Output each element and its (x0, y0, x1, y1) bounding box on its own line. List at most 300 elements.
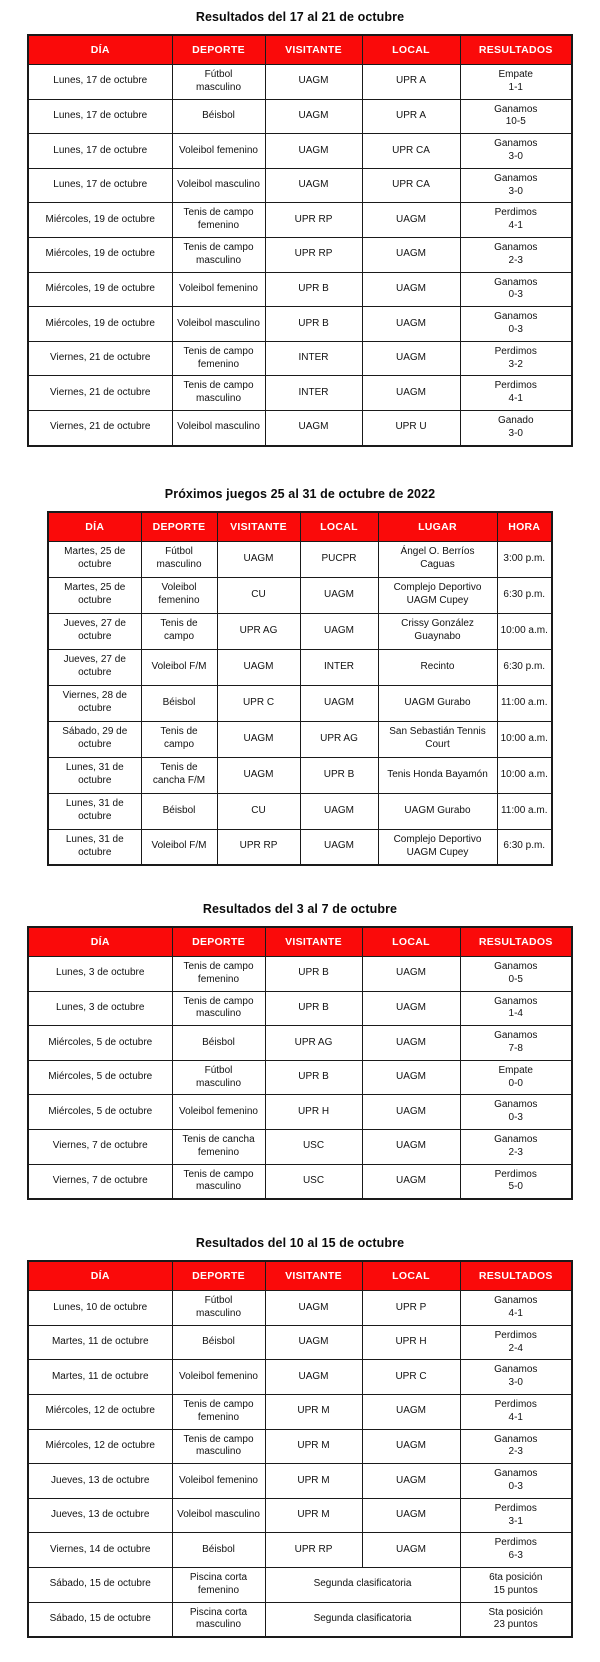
column-header-deporte[interactable]: DEPORTE (172, 35, 265, 65)
column-header-local[interactable]: LOCAL (362, 927, 460, 957)
table-body (28, 1291, 572, 1637)
cell-visitante (265, 272, 362, 307)
results-table-3-7 (27, 926, 573, 1200)
column-header-resultados[interactable]: RESULTADOS (460, 927, 572, 957)
table-body (48, 541, 552, 865)
results-table-17-21 (27, 34, 573, 447)
table-row (28, 1026, 572, 1061)
cell-dia-line2: octubre (78, 739, 112, 751)
cell-local-line1: UAGM (396, 1140, 426, 1152)
cell-resultado (460, 307, 572, 342)
cell-visitante (265, 1026, 362, 1061)
cell-resultado (460, 1095, 572, 1130)
cell-deporte (172, 1360, 265, 1395)
table-row (28, 1429, 572, 1464)
cell-local-line1: UAGM (396, 1543, 426, 1555)
cell-visitante (265, 1095, 362, 1130)
column-header-hora[interactable]: HORA (497, 512, 552, 542)
cell-dia-line1: Viernes, 7 de octubre (52, 1174, 148, 1186)
table-header-row (28, 927, 572, 957)
cell-local-line1: UAGM (324, 588, 354, 600)
cell-visitante (265, 1060, 362, 1095)
cell-visitante-line1: UPR C (242, 696, 275, 708)
cell-resultado-line1: Perdimos (494, 1168, 537, 1180)
cell-resultado-line2: 0-0 (508, 1077, 523, 1089)
cell-deporte-line2: cancha F/M (152, 775, 206, 787)
cell-deporte-line2: masculino (195, 1446, 242, 1458)
cell-resultado-line1: Ganamos (494, 103, 538, 115)
cell-local-line1: UPR P (395, 1301, 427, 1313)
cell-hora (497, 685, 552, 721)
cell-deporte-line1: Béisbol (202, 1543, 235, 1555)
cell-local (362, 65, 460, 100)
cell-merged-event-line1: Segunda clasificatoria (313, 1578, 412, 1590)
cell-visitante-line1: UAGM (298, 1301, 329, 1313)
cell-resultado-line2: 7-8 (508, 1043, 523, 1055)
cell-resultado (460, 237, 572, 272)
section-title: Resultados del 3 al 7 de octubre (202, 902, 398, 917)
cell-local (362, 99, 460, 134)
cell-deporte-line1: Tenis de (160, 618, 198, 630)
column-header-dia[interactable]: DÍA (28, 1261, 172, 1291)
section-title: Resultados del 17 al 21 de octubre (195, 10, 405, 24)
table-row (28, 203, 572, 238)
cell-deporte-line1: Voleibol femenino (179, 144, 258, 156)
cell-resultado (460, 991, 572, 1026)
cell-deporte-line1: Voleibol masculino (177, 179, 260, 191)
cell-deporte-line2: femenino (197, 973, 240, 985)
cell-visitante (217, 757, 300, 793)
cell-dia-line2: octubre (78, 595, 112, 607)
cell-dia (28, 237, 172, 272)
cell-hora-line1: 10:00 a.m. (500, 768, 548, 780)
cell-resultado-line1: Ganamos (494, 138, 538, 150)
table-row (28, 1602, 572, 1637)
table-row (48, 685, 552, 721)
cell-dia-line1: Miércoles, 5 de octubre (48, 1036, 153, 1048)
cell-lugar-line2: Guaynabo (414, 631, 461, 643)
column-header-visitante[interactable]: VISITANTE (217, 512, 300, 542)
cell-resultado-line2: 4-1 (508, 220, 523, 232)
cell-lugar-line1: Ángel O. Berríos (400, 546, 475, 558)
cell-visitante (217, 541, 300, 577)
cell-deporte-line2: masculino (195, 1077, 242, 1089)
cell-visitante (265, 1164, 362, 1199)
cell-deporte-line1: Voleibol masculino (177, 1509, 260, 1521)
cell-local (362, 134, 460, 169)
table-row (28, 376, 572, 411)
cell-local-line1: UPR CA (392, 179, 430, 191)
cell-deporte-line2: masculino (195, 393, 242, 405)
cell-local (362, 1164, 460, 1199)
cell-resultado (460, 1026, 572, 1061)
cell-local-line1: UAGM (396, 213, 426, 225)
cell-dia-line1: Lunes, 17 de octubre (53, 179, 148, 191)
cell-hora (497, 757, 552, 793)
cell-deporte-line2: femenino (197, 358, 240, 370)
cell-visitante-line1: UPR B (298, 317, 329, 329)
cell-dia-line1: Jueves, 27 de (63, 618, 126, 630)
cell-visitante (217, 577, 300, 613)
cell-lugar (378, 829, 497, 865)
cell-deporte-line1: Béisbol (202, 109, 235, 121)
cell-local-line1: UAGM (324, 804, 354, 816)
cell-local-line1: UPR U (395, 421, 427, 433)
cell-local-line1: UPR B (323, 768, 355, 780)
cell-local-line1: UAGM (396, 317, 426, 329)
cell-local-line1: UPR H (395, 1336, 427, 1348)
cell-dia-line1: Lunes, 17 de octubre (53, 75, 148, 87)
cell-local-line1: UAGM (396, 967, 426, 979)
cell-resultado-line1: Perdimos (494, 1398, 537, 1410)
cell-dia-line1: Miércoles, 12 de octubre (45, 1439, 155, 1451)
cell-deporte-line2: masculino (156, 559, 202, 571)
cell-deporte (172, 307, 265, 342)
cell-dia (28, 168, 172, 203)
cell-resultado-line2: 5-0 (508, 1181, 523, 1193)
cell-deporte (172, 1464, 265, 1499)
cell-deporte-line1: Voleibol masculino (177, 317, 260, 329)
column-header-dia[interactable]: DÍA (48, 512, 141, 542)
cell-local (300, 541, 378, 577)
table-row (28, 307, 572, 342)
cell-local-line1: UPR C (395, 1370, 427, 1382)
cell-local (362, 1498, 460, 1533)
cell-resultado-line2: 1-1 (508, 81, 523, 93)
table-row (28, 65, 572, 100)
cell-visitante-line1: UAGM (298, 144, 329, 156)
cell-dia (28, 1498, 172, 1533)
cell-deporte-line2: campo (163, 739, 194, 751)
cell-resultado-line2: 4-1 (508, 1307, 523, 1319)
cell-resultado-line2: 2-3 (508, 254, 523, 266)
cell-deporte-line2: masculino (195, 81, 242, 93)
cell-dia (28, 1060, 172, 1095)
cell-deporte (141, 685, 217, 721)
cell-hora-line1: 11:00 a.m. (500, 804, 548, 816)
cell-deporte (172, 991, 265, 1026)
cell-dia (48, 577, 141, 613)
column-header-visitante[interactable]: VISITANTE (265, 35, 362, 65)
results-table-10-15 (27, 1260, 573, 1638)
cell-dia (28, 1360, 172, 1395)
cell-resultado-line2: 2-3 (508, 1446, 523, 1458)
cell-resultado-line1: Ganado (497, 414, 534, 426)
cell-visitante (265, 237, 362, 272)
cell-visitante-line1: UPR RP (239, 840, 278, 852)
cell-dia (48, 613, 141, 649)
cell-local-line1: UAGM (396, 352, 426, 364)
cell-local-line1: UPR A (395, 109, 426, 121)
cell-dia (28, 1291, 172, 1326)
table-row (48, 721, 552, 757)
cell-resultado (460, 1533, 572, 1568)
cell-visitante (265, 1291, 362, 1326)
cell-resultado-line2: 2-3 (508, 1146, 523, 1158)
table-header-row (48, 512, 552, 542)
cell-deporte-line1: Tenis de campo (183, 380, 254, 392)
cell-visitante (217, 685, 300, 721)
cell-deporte-line2: femenino (197, 1411, 240, 1423)
cell-lugar (378, 613, 497, 649)
cell-visitante-line1: UAGM (243, 552, 274, 564)
cell-resultado-line1: Perdimos (494, 1537, 537, 1549)
cell-resultado (460, 1429, 572, 1464)
table-row (28, 99, 572, 134)
cell-dia-line2: octubre (78, 846, 112, 858)
cell-visitante (217, 613, 300, 649)
cell-visitante (265, 1394, 362, 1429)
cell-local-line1: UAGM (396, 1036, 426, 1048)
cell-dia (48, 541, 141, 577)
cell-local (300, 649, 378, 685)
column-header-local[interactable]: LOCAL (362, 1261, 460, 1291)
cell-local (362, 341, 460, 376)
cell-visitante-line1: UAGM (243, 660, 274, 672)
table-row (28, 1533, 572, 1568)
cell-dia-line1: Lunes, 17 de octubre (53, 144, 148, 156)
cell-dia-line1: Lunes, 3 de octubre (56, 1002, 145, 1014)
cell-dia-line1: Viernes, 7 de octubre (52, 1140, 148, 1152)
cell-visitante (265, 1533, 362, 1568)
table-row (48, 793, 552, 829)
cell-deporte-line1: Tenis de campo (183, 1433, 254, 1445)
cell-deporte-line2: femenino (197, 1146, 240, 1158)
cell-deporte (172, 1533, 265, 1568)
cell-visitante (217, 649, 300, 685)
column-header-deporte[interactable]: DEPORTE (141, 512, 217, 542)
cell-merged-event-line1: Segunda clasificatoria (313, 1612, 412, 1624)
column-header-deporte[interactable]: DEPORTE (172, 927, 265, 957)
cell-visitante (265, 99, 362, 134)
cell-dia (28, 1164, 172, 1199)
cell-local-line1: UPR A (395, 75, 426, 87)
table-row (28, 957, 572, 992)
column-header-resultados[interactable]: RESULTADOS (460, 35, 572, 65)
cell-local (362, 1325, 460, 1360)
cell-visitante-line1: INTER (298, 386, 329, 398)
cell-resultado-line2: 10-5 (505, 116, 526, 128)
cell-lugar-line2: UAGM Cupey (406, 595, 469, 607)
cell-deporte (172, 1498, 265, 1533)
cell-visitante-line1: UPR RP (294, 213, 333, 225)
table-body (28, 957, 572, 1200)
column-header-lugar[interactable]: LUGAR (378, 512, 497, 542)
cell-deporte-line1: Voleibol femenino (179, 1105, 258, 1117)
cell-local (362, 1026, 460, 1061)
column-header-dia[interactable]: DÍA (28, 35, 172, 65)
cell-resultado-line2: 3-0 (508, 150, 523, 162)
cell-resultado-line1: Ganamos (494, 172, 538, 184)
cell-resultado-line1: Perdimos (494, 1502, 537, 1514)
cell-lugar (378, 577, 497, 613)
cell-dia-line2: octubre (78, 559, 112, 571)
section-resultados-10-15 (0, 1226, 600, 1638)
table-row (28, 134, 572, 169)
cell-deporte-line2: campo (163, 631, 194, 643)
upcoming-table-25-31 (47, 511, 553, 867)
cell-dia (28, 1095, 172, 1130)
cell-deporte-line1: Béisbol (202, 1336, 235, 1348)
cell-deporte (172, 341, 265, 376)
cell-local-line1: UAGM (396, 1174, 426, 1186)
cell-visitante-line1: UPR M (297, 1509, 330, 1521)
cell-visitante (217, 829, 300, 865)
cell-visitante (265, 341, 362, 376)
cell-deporte-line1: Voleibol (161, 582, 197, 594)
cell-resultado-line2: 0-3 (508, 323, 523, 335)
cell-dia-line1: Viernes, 21 de octubre (50, 386, 151, 398)
cell-resultado (460, 1394, 572, 1429)
cell-resultado-line2: 6-3 (508, 1550, 523, 1562)
table-header-row (28, 1261, 572, 1291)
cell-deporte-line1: Tenis de campo (183, 345, 254, 357)
cell-local (300, 757, 378, 793)
cell-local (362, 237, 460, 272)
cell-lugar-line2: Caguas (420, 559, 455, 571)
cell-deporte (141, 793, 217, 829)
page-bottom-spacer (0, 1638, 600, 1662)
cell-dia-line2: octubre (78, 775, 112, 787)
cell-visitante-line1: UPR AG (294, 1036, 333, 1048)
cell-resultado (460, 203, 572, 238)
cell-visitante (265, 307, 362, 342)
cell-resultado-line1: Ganamos (494, 995, 538, 1007)
table-row (28, 341, 572, 376)
cell-resultado (460, 1464, 572, 1499)
cell-resultado-line2: 4-1 (508, 1411, 523, 1423)
section-title: Resultados del 10 al 15 de octubre (195, 1236, 405, 1251)
cell-visitante (265, 168, 362, 203)
cell-deporte (172, 237, 265, 272)
cell-deporte (172, 1394, 265, 1429)
cell-dia (28, 134, 172, 169)
column-header-visitante[interactable]: VISITANTE (265, 1261, 362, 1291)
column-header-deporte[interactable]: DEPORTE (172, 1261, 265, 1291)
cell-dia-line1: Martes, 11 de octubre (51, 1336, 149, 1348)
cell-local (362, 1429, 460, 1464)
cell-dia (28, 1325, 172, 1360)
cell-local (300, 793, 378, 829)
cell-resultado-line2: 0-3 (508, 1112, 523, 1124)
cell-resultado-line1: Ganamos (494, 1030, 538, 1042)
column-header-resultados[interactable]: RESULTADOS (460, 1261, 572, 1291)
cell-deporte (172, 99, 265, 134)
cell-local-line1: UAGM (396, 1474, 426, 1486)
cell-hora-line1: 6:30 p.m. (503, 840, 546, 852)
cell-dia-line1: Lunes, 31 de (65, 762, 124, 774)
cell-visitante-line1: CU (251, 588, 266, 600)
cell-deporte (172, 376, 265, 411)
cell-deporte-line1: Fútbol (204, 69, 233, 80)
cell-visitante-line1: UAGM (298, 75, 329, 87)
cell-resultado (460, 1498, 572, 1533)
cell-resultado (460, 1130, 572, 1165)
cell-local-line1: UPR AG (320, 732, 358, 744)
cell-local (362, 410, 460, 445)
cell-visitante-line1: UPR B (298, 967, 329, 979)
cell-local-line1: INTER (324, 660, 354, 672)
section-resultados-17-21 (0, 0, 600, 447)
cell-resultado-line1: Ganamos (494, 276, 538, 288)
table-row (48, 613, 552, 649)
cell-resultado (460, 341, 572, 376)
cell-deporte-line1: Voleibol femenino (179, 1474, 258, 1486)
cell-hora (497, 649, 552, 685)
cell-deporte-line2: masculino (195, 1619, 242, 1631)
cell-visitante (265, 1498, 362, 1533)
cell-visitante-line1: USC (302, 1174, 325, 1186)
column-header-dia[interactable]: DÍA (28, 927, 172, 957)
cell-dia (28, 1394, 172, 1429)
cell-local-line1: UAGM (396, 1071, 426, 1083)
cell-resultado (460, 1164, 572, 1199)
cell-local (300, 721, 378, 757)
cell-dia (28, 1026, 172, 1061)
cell-local-line1: UAGM (396, 282, 426, 294)
cell-resultado-line2: 3-0 (508, 427, 523, 439)
cell-deporte (141, 649, 217, 685)
cell-visitante-line1: INTER (298, 352, 329, 364)
cell-deporte-line2: masculino (195, 1008, 242, 1020)
cell-visitante-line1: UPR H (297, 1105, 330, 1117)
cell-dia (28, 1602, 172, 1637)
cell-dia-line1: Jueves, 27 de (63, 654, 126, 666)
cell-local-line1: UAGM (396, 1405, 426, 1417)
cell-visitante (265, 134, 362, 169)
column-header-visitante[interactable]: VISITANTE (265, 927, 362, 957)
cell-deporte (141, 577, 217, 613)
cell-deporte-line1: Béisbol (162, 804, 196, 816)
cell-dia-line1: Jueves, 13 de octubre (51, 1474, 150, 1486)
section-proximos-25-31 (0, 477, 600, 867)
cell-deporte-line1: Tenis de campo (183, 961, 254, 973)
cell-dia-line1: Miércoles, 19 de octubre (45, 213, 155, 225)
table-row (28, 237, 572, 272)
cell-dia-line1: Miércoles, 19 de octubre (45, 317, 155, 329)
table-row (28, 410, 572, 445)
cell-hora-line1: 6:30 p.m. (503, 588, 546, 600)
cell-resultado-line1: Ganamos (494, 961, 538, 973)
cell-deporte-line2: femenino (158, 595, 200, 607)
cell-deporte-line1: Tenis de cancha (182, 1134, 255, 1145)
cell-hora (497, 613, 552, 649)
cell-visitante (265, 1130, 362, 1165)
cell-deporte-line1: Tenis de campo (183, 1398, 254, 1410)
cell-dia (28, 1464, 172, 1499)
cell-deporte (172, 134, 265, 169)
cell-resultado-line1: 6ta posición (489, 1571, 543, 1583)
cell-dia-line1: Sábado, 15 de octubre (49, 1612, 151, 1624)
cell-visitante-line1: UAGM (298, 1336, 329, 1348)
cell-visitante-line1: UPR M (297, 1474, 330, 1486)
table-row (48, 541, 552, 577)
cell-resultado-line1: Ganamos (494, 1099, 538, 1111)
cell-deporte-line1: Tenis de campo (183, 241, 254, 253)
cell-deporte (172, 1095, 265, 1130)
cell-local-line1: UAGM (324, 840, 354, 852)
cell-visitante (217, 721, 300, 757)
column-header-local[interactable]: LOCAL (300, 512, 378, 542)
cell-visitante-line1: UPR B (298, 1002, 329, 1014)
cell-dia (28, 272, 172, 307)
cell-local-line1: UAGM (396, 1509, 426, 1521)
cell-dia-line1: Lunes, 31 de (65, 833, 124, 845)
table-row (28, 1464, 572, 1499)
column-header-local[interactable]: LOCAL (362, 35, 460, 65)
cell-dia-line1: Jueves, 13 de octubre (51, 1509, 150, 1521)
cell-deporte-line1: Tenis de (160, 762, 198, 774)
